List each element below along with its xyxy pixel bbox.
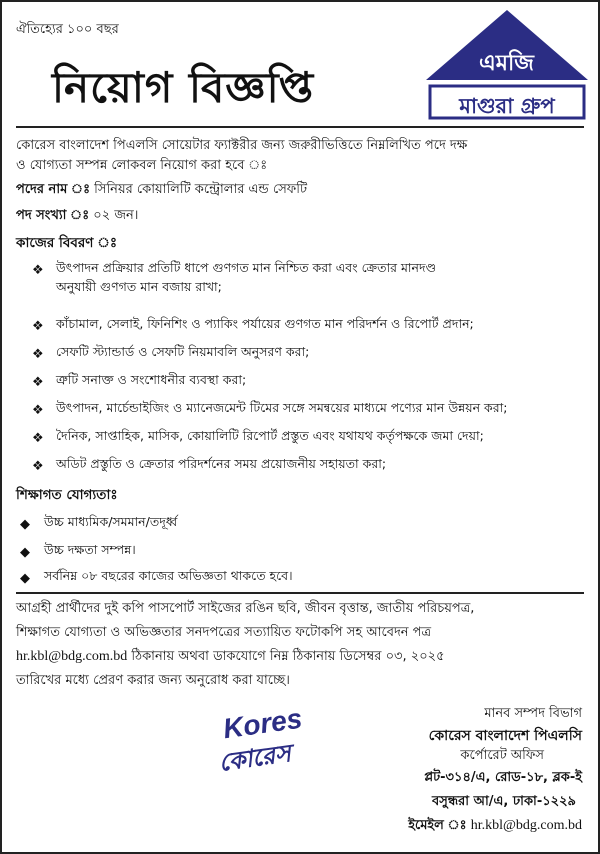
diamond-bullet-icon: ❖ — [32, 263, 44, 278]
diamond-bullet-icon: ❖ — [32, 375, 44, 390]
post-name-value: সিনিয়র কোয়ালিটি কন্ট্রোলার এন্ড সেফটি — [94, 182, 308, 197]
divider — [16, 126, 584, 128]
education-heading: শিক্ষাগত যোগ্যতাঃ — [16, 487, 118, 503]
diamond-bullet-icon: ◆ — [20, 517, 30, 532]
email-label: ইমেইল ঃ — [408, 818, 467, 833]
application-line-2: শিক্ষাগত যোগ্যতা ও অভিজ্ঞতার সনদপত্রের সত্যায়িত ফটোকপি সহ আবেদন পত্র — [16, 625, 432, 640]
post-count — [16, 206, 588, 226]
diamond-bullet-icon: ◆ — [20, 545, 30, 560]
diamond-bullet-icon: ❖ — [32, 347, 44, 362]
kores-logo-en: Kores — [221, 702, 305, 745]
diamond-bullet-icon: ❖ — [32, 319, 44, 334]
page-title: নিয়োগ বিজ্ঞপ্তি — [52, 63, 315, 112]
diamond-bullet-icon: ❖ — [32, 459, 44, 474]
logo-group-text: মাগুরা গ্রুপ — [459, 94, 555, 118]
application-line-1: আগ্রহী প্রার্থীদের দুই কপি পাসপোর্ট সাইজের রঙিন ছবি, জীবন বৃত্তান্ত, জাতীয় পরিচয়পত্র, — [16, 601, 475, 616]
diamond-bullet-icon: ❖ — [32, 403, 44, 418]
signature-dept: মানব সম্পদ বিভাগ — [484, 706, 582, 721]
magura-group-logo — [424, 8, 590, 120]
intro-line-2: ও যোগ্যতা সম্পন্ন লোকবল নিয়োগ করা হবে ঃ — [16, 158, 268, 173]
signature-email[interactable]: hr.kbl@bdg.com.bd — [470, 818, 582, 833]
diamond-bullet-icon: ❖ — [32, 431, 44, 446]
kores-logo-bn: কোরেস — [217, 739, 293, 777]
application-email[interactable]: hr.kbl@bdg.com.bd — [16, 649, 128, 664]
signature-email-line — [408, 816, 582, 837]
diamond-bullet-icon: ◆ — [20, 571, 30, 586]
signature-address-2: বসুন্ধরা আ/এ, ঢাকা-১২২৯ — [432, 794, 576, 809]
signature-office: কর্পোরেট অফিস — [460, 748, 544, 763]
post-name-label: পদের নাম ঃ — [16, 182, 91, 197]
logo-mg-text: এমজি — [479, 51, 534, 76]
application-line-3: hr.kbl@bdg.com.bd ঠিকানায় অথবা ডাকযোগে নিম্ন ঠিকানায় ডিসেম্বর ০৩, ২০২৫ — [16, 649, 445, 664]
signature-address-1: প্লট-৩১৪/এ, রোড-১৮, ব্লক-ই — [424, 770, 582, 785]
intro-line-1: কোরেস বাংলাদেশ পিএলসি সোয়েটার ফ্যাক্টরীর জন্য জরুরীভিত্তিতে নিম্নলিখিত পদে দক্ষ — [16, 138, 468, 153]
application-line-4: তারিখের মধ্যে প্রেরণ করার জন্য অনুরোধ করা যাচ্ছে। — [16, 673, 290, 688]
kores-logo — [217, 702, 321, 778]
duties-heading: কাজের বিবরণ ঃ — [16, 235, 118, 251]
post-name — [16, 180, 588, 200]
post-count-label: পদ সংখ্যা ঃ — [16, 208, 90, 223]
signature-company: কোরেস বাংলাদেশ পিএলসি — [428, 728, 582, 744]
post-count-value: ০২ জন। — [93, 208, 139, 223]
tagline: ঐতিহ্যের ১০০ বছর — [16, 22, 119, 37]
divider — [16, 592, 584, 594]
